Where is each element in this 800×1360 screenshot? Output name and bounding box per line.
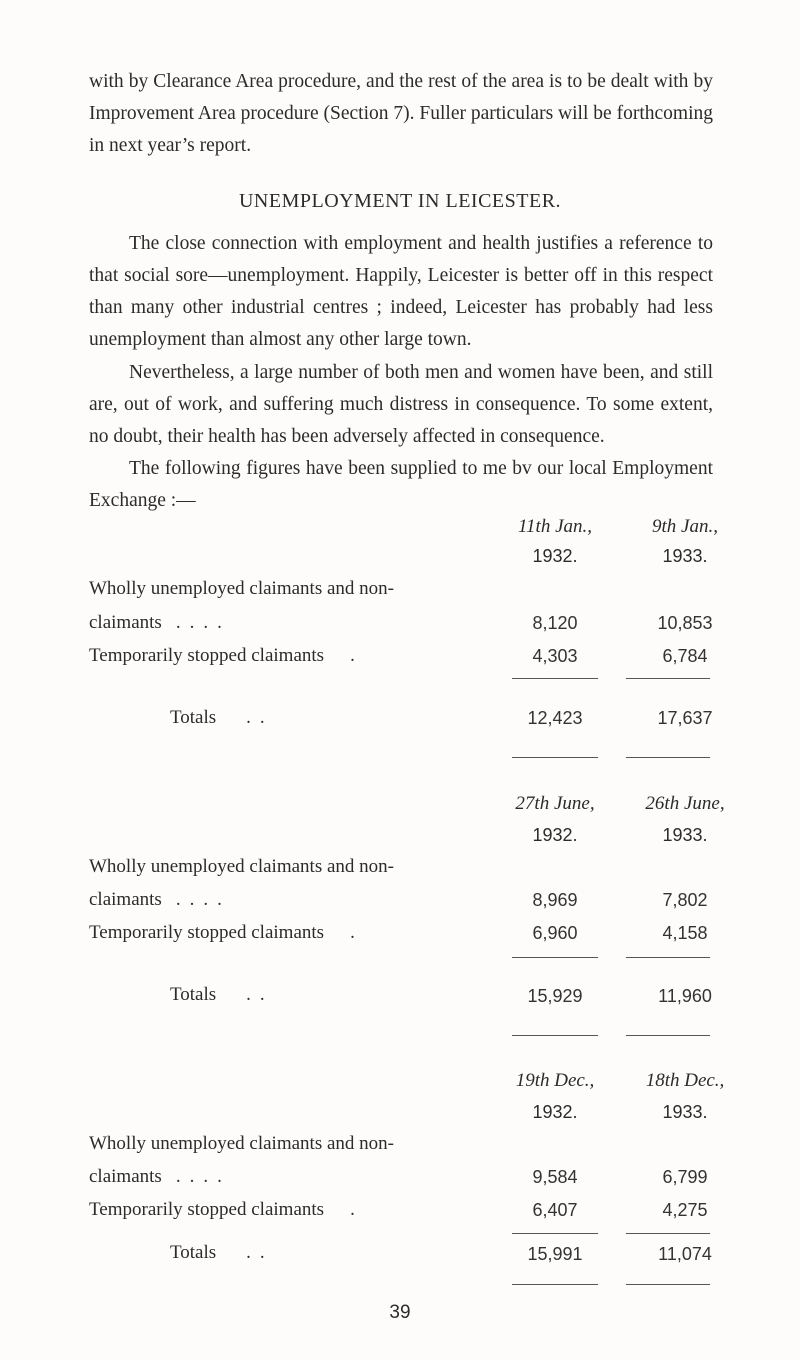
table1-col2-date: 9th Jan.,	[652, 516, 718, 537]
section-heading: UNEMPLOYMENT IN LEICESTER.	[238, 190, 562, 212]
table1-wholly-1933: 10,853	[657, 613, 713, 633]
table2-wholly-1933: 7,802	[662, 890, 708, 910]
table3-col2-date: 18th Dec.,	[645, 1070, 725, 1091]
table2-totals-label: Totals ..	[170, 984, 274, 1005]
page-number: 39	[389, 1302, 411, 1323]
table3-totals-1932: 15,991	[527, 1244, 583, 1264]
table1-wholly-label-line1: Wholly unemployed claimants and non-	[89, 578, 394, 599]
table2-col1-date: 27th June,	[515, 793, 595, 814]
table1-col2-year: 1933.	[662, 546, 708, 566]
table3-col1-year: 1932.	[532, 1102, 578, 1122]
table3-temporarily-label: Temporarily stopped claimants .	[89, 1199, 364, 1220]
paragraph-unemployment-intro: The close connection with employment and health justifies a reference to that social sore—unemployment. Happily, Leicester is better off in this respect than many other industrial centres ; indeed, Leicester has probably had less unemployment than almost any other large town.	[89, 233, 713, 350]
table1-rule-bottom-col1	[512, 757, 598, 758]
table1-totals-label: Totals ..	[170, 707, 274, 728]
table1-totals-1932: 12,423	[527, 708, 583, 728]
table2-rule-bottom-col1	[512, 1035, 598, 1036]
table1-rule-bottom-col2	[626, 757, 710, 758]
table2-totals-1932: 15,929	[527, 986, 583, 1006]
table1-temporarily-1933: 6,784	[662, 646, 708, 666]
table3-wholly-1933: 6,799	[662, 1167, 708, 1187]
table2-col1-year: 1932.	[532, 825, 578, 845]
table3-col2-year: 1933.	[662, 1102, 708, 1122]
table3-col1-date: 19th Dec.,	[515, 1070, 595, 1091]
table3-wholly-label-line1: Wholly unemployed claimants and non-	[89, 1133, 394, 1154]
table1-rule-top-col1	[512, 678, 598, 679]
table1-rule-top-col2	[626, 678, 710, 679]
table3-totals-1933: 11,074	[658, 1244, 712, 1264]
table1-wholly-1932: 8,120	[532, 613, 578, 633]
table1-totals-1933: 17,637	[657, 708, 713, 728]
table2-rule-top-col2	[626, 957, 710, 958]
table3-rule-bottom-col2	[626, 1284, 710, 1285]
table1-wholly-label-line2: claimants ....	[89, 612, 231, 633]
table2-temporarily-1933: 4,158	[662, 923, 708, 943]
table3-rule-top-col1	[512, 1233, 598, 1234]
table2-wholly-label-line2: claimants ....	[89, 889, 231, 910]
table2-rule-top-col1	[512, 957, 598, 958]
table1-temporarily-label: Temporarily stopped claimants .	[89, 645, 364, 666]
intro-paragraph: with by Clearance Area procedure, and the rest of the area is to be dealt with by Improvement Area procedure (Section 7). Fuller particulars will be forthcoming in next year’s report.	[89, 71, 713, 156]
table1-temporarily-1932: 4,303	[532, 646, 578, 666]
paragraph-figures-source: The following figures have been supplied to me bv our local Employment Exchange :—	[89, 458, 713, 511]
table2-rule-bottom-col2	[626, 1035, 710, 1036]
table3-wholly-label-line2: claimants ....	[89, 1166, 231, 1187]
table2-temporarily-label: Temporarily stopped claimants .	[89, 922, 364, 943]
table3-temporarily-1932: 6,407	[532, 1200, 578, 1220]
table3-wholly-1932: 9,584	[532, 1167, 578, 1187]
table2-wholly-label-line1: Wholly unemployed claimants and non-	[89, 856, 394, 877]
paragraph-distress: Nevertheless, a large number of both men and women have been, and still are, out of work, and suffering much distress in consequence. To some extent, no doubt, their health has been adversely affected in consequence.	[89, 362, 713, 447]
table2-temporarily-1932: 6,960	[532, 923, 578, 943]
table2-col2-date: 26th June,	[645, 793, 725, 814]
table3-temporarily-1933: 4,275	[662, 1200, 708, 1220]
table2-totals-1933: 11,960	[658, 986, 712, 1006]
table2-wholly-1932: 8,969	[532, 890, 578, 910]
table3-rule-bottom-col1	[512, 1284, 598, 1285]
table2-col2-year: 1933.	[662, 825, 708, 845]
table3-totals-label: Totals ..	[170, 1242, 274, 1263]
table1-col1-date: 11th Jan.,	[517, 516, 593, 537]
table1-col1-year: 1932.	[532, 546, 578, 566]
table3-rule-top-col2	[626, 1233, 710, 1234]
